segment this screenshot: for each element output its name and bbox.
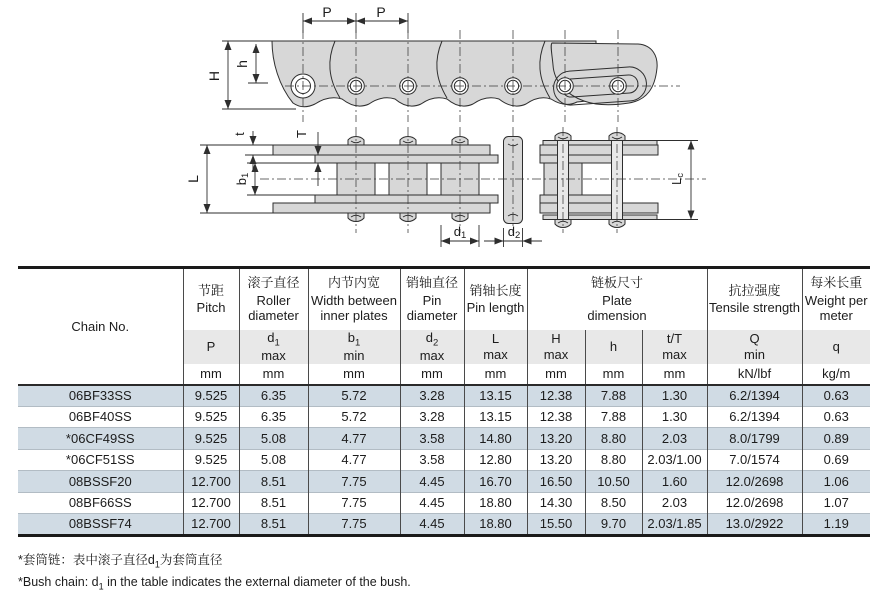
value-cell: 1.07 (802, 492, 870, 514)
dimension-label-pitch: P (376, 4, 386, 20)
unit-cell: mm (308, 364, 400, 385)
header-en: Roller diameter (248, 292, 299, 323)
value-cell: 8.50 (585, 492, 642, 514)
value-cell: 18.80 (464, 492, 527, 514)
value-cell: 5.08 (239, 428, 308, 450)
value-cell: 12.700 (183, 492, 239, 514)
value-cell: 7.75 (308, 471, 400, 493)
value-cell: 14.80 (464, 428, 527, 450)
value-cell: 1.30 (642, 406, 707, 428)
chain-no-cell: *06CF51SS (18, 449, 183, 471)
unit-cell: mm (642, 364, 707, 385)
header-zh: 销轴直径 (405, 275, 458, 291)
unit-cell: mm (585, 364, 642, 385)
value-cell: 7.75 (308, 514, 400, 536)
unit-cell: kN/lbf (707, 364, 802, 385)
value-cell: 12.0/2698 (707, 471, 802, 493)
plate-height-h-dimension (248, 44, 268, 83)
value-cell: 13.20 (527, 449, 585, 471)
value-cell: 14.30 (527, 492, 585, 514)
header-zh: 内节内宽 (327, 275, 380, 291)
unit-cell: mm (239, 364, 308, 385)
table-row (18, 385, 870, 407)
chain-spec-table (18, 266, 870, 537)
value-cell: 1.30 (642, 385, 707, 407)
chain-no-cell: 06BF40SS (18, 406, 183, 428)
table-row (18, 492, 870, 514)
header-en: Pin length (466, 300, 525, 316)
header-zh: 节距 (197, 282, 224, 298)
value-cell: 3.28 (400, 385, 464, 407)
column-header-weight-per-meter (802, 268, 870, 330)
value-cell: 1.06 (802, 471, 870, 493)
header-zh: 每米长重 (810, 275, 863, 291)
value-cell: 3.58 (400, 449, 464, 471)
table-body (18, 385, 870, 536)
unit-cell: mm (527, 364, 585, 385)
header-zh: 销轴长度 (469, 282, 522, 298)
chain-no-cell: 06BF33SS (18, 385, 183, 407)
chain-no-cell: *06CF49SS (18, 428, 183, 450)
dimension-label-t: t (232, 132, 247, 136)
value-cell: 2.03/1.85 (642, 514, 707, 536)
table-row (18, 449, 870, 471)
value-cell: 4.45 (400, 471, 464, 493)
column-header-tensile-strength (707, 268, 802, 330)
dimension-label-L: L (185, 175, 201, 183)
value-cell: 8.51 (239, 492, 308, 514)
dimension-label-d1: d1 (453, 224, 467, 241)
side-view-drawing (206, 4, 680, 122)
value-cell: 16.50 (527, 471, 585, 493)
value-cell: 5.72 (308, 406, 400, 428)
value-cell: 13.0/2922 (707, 514, 802, 536)
value-cell: 18.80 (464, 514, 527, 536)
value-cell: 13.15 (464, 385, 527, 407)
dimension-label-H: H (206, 70, 222, 82)
column-header-pin-length (464, 268, 527, 330)
header-en: Pitch (196, 300, 226, 316)
value-cell: 8.0/1799 (707, 428, 802, 450)
unit-cell: mm (464, 364, 527, 385)
symbol-P: P (183, 330, 239, 364)
table-row (18, 471, 870, 493)
header-en: Width between inner plates (311, 292, 397, 323)
symbol-L-max: L max (464, 330, 527, 364)
value-cell: 7.88 (585, 406, 642, 428)
header-row-groups (18, 268, 870, 330)
dimension-label-Lc: Lc (669, 173, 686, 185)
pitch-dimension (303, 13, 408, 33)
value-cell: 6.2/1394 (707, 385, 802, 407)
value-cell: 1.19 (802, 514, 870, 536)
chain-plates-side (272, 41, 596, 107)
chain-no-cell: 08BSSF74 (18, 514, 183, 536)
footnotes (18, 552, 411, 595)
footnote-zh: *套筒链：表中滚子直径$d_1$为套筒直径 (18, 553, 223, 570)
value-cell: 9.525 (183, 406, 239, 428)
value-cell: 12.38 (527, 385, 585, 407)
header-en: Weight per meter (804, 292, 868, 323)
value-cell: 6.35 (239, 385, 308, 407)
chain-technical-drawing (0, 0, 884, 262)
value-cell: 4.77 (308, 449, 400, 471)
value-cell: 5.72 (308, 385, 400, 407)
value-cell: 3.58 (400, 428, 464, 450)
value-cell: 6.35 (239, 406, 308, 428)
value-cell: 16.70 (464, 471, 527, 493)
value-cell: 12.700 (183, 471, 239, 493)
dimension-label-T: T (294, 130, 309, 138)
value-cell: 0.63 (802, 385, 870, 407)
symbol-h: h (585, 330, 642, 364)
value-cell: 1.60 (642, 471, 707, 493)
value-cell: 15.50 (527, 514, 585, 536)
value-cell: 4.45 (400, 492, 464, 514)
symbol-q: q (802, 330, 870, 364)
dimension-label-pitch: P (322, 4, 332, 20)
column-header-pin-diameter (400, 268, 464, 330)
value-cell: 13.15 (464, 406, 527, 428)
column-header-pitch (183, 268, 239, 330)
value-cell: 12.38 (527, 406, 585, 428)
value-cell: 9.525 (183, 428, 239, 450)
plan-view-drawing (185, 127, 706, 247)
value-cell: 0.63 (802, 406, 870, 428)
column-header-roller-diameter (239, 268, 308, 330)
value-cell: 5.08 (239, 449, 308, 471)
symbol-b1-min: $b_1$ min (308, 330, 400, 364)
symbol-tT-max: t/T max (642, 330, 707, 364)
dimension-label-b1: b1 (234, 172, 251, 186)
value-cell: 9.525 (183, 449, 239, 471)
value-cell: 9.525 (183, 385, 239, 407)
value-cell: 0.89 (802, 428, 870, 450)
value-cell: 2.03/1.00 (642, 449, 707, 471)
value-cell: 6.2/1394 (707, 406, 802, 428)
table-row (18, 428, 870, 450)
value-cell: 3.28 (400, 406, 464, 428)
value-cell: 12.0/2698 (707, 492, 802, 514)
value-cell: 8.80 (585, 449, 642, 471)
symbol-d2-max: $d_2$ max (400, 330, 464, 364)
value-cell: 4.45 (400, 514, 464, 536)
value-cell: 9.70 (585, 514, 642, 536)
symbol-Q-min: Q min (707, 330, 802, 364)
header-en: Tensile strength (708, 300, 801, 316)
value-cell: 2.03 (642, 428, 707, 450)
column-header-inner-width (308, 268, 400, 330)
column-header-plate-dimension (527, 268, 707, 330)
value-cell: 10.50 (585, 471, 642, 493)
value-cell: 4.77 (308, 428, 400, 450)
unit-cell: mm (183, 364, 239, 385)
header-en: Plate dimension (587, 292, 647, 323)
value-cell: 8.80 (585, 428, 642, 450)
chain-no-cell: 08BF66SS (18, 492, 183, 514)
value-cell: 7.0/1574 (707, 449, 802, 471)
dimension-label-d2: d2 (507, 224, 521, 241)
value-cell: 7.88 (585, 385, 642, 407)
table-row (18, 406, 870, 428)
value-cell: 8.51 (239, 471, 308, 493)
table-row (18, 514, 870, 536)
unit-cell: mm (400, 364, 464, 385)
dimension-label-h: h (234, 60, 250, 68)
value-cell: 8.51 (239, 514, 308, 536)
column-header-chain-no: Chain No. (18, 268, 183, 385)
value-cell: 13.20 (527, 428, 585, 450)
symbol-d1-max: $d_1$ max (239, 330, 308, 364)
value-cell: 7.75 (308, 492, 400, 514)
header-en: Pin diameter (406, 292, 458, 323)
symbol-H-max: H max (527, 330, 585, 364)
value-cell: 0.69 (802, 449, 870, 471)
value-cell: 12.80 (464, 449, 527, 471)
header-zh: 链板尺寸 (590, 275, 643, 291)
header-zh: 滚子直径 (247, 275, 300, 291)
chain-no-cell: 08BSSF20 (18, 471, 183, 493)
value-cell: 2.03 (642, 492, 707, 514)
footnote-en: *Bush chain: $d_1$ in the table indicates the external diameter of the bush. (18, 574, 411, 591)
value-cell: 12.700 (183, 514, 239, 536)
unit-cell: kg/m (802, 364, 870, 385)
header-zh: 抗拉强度 (728, 282, 781, 298)
